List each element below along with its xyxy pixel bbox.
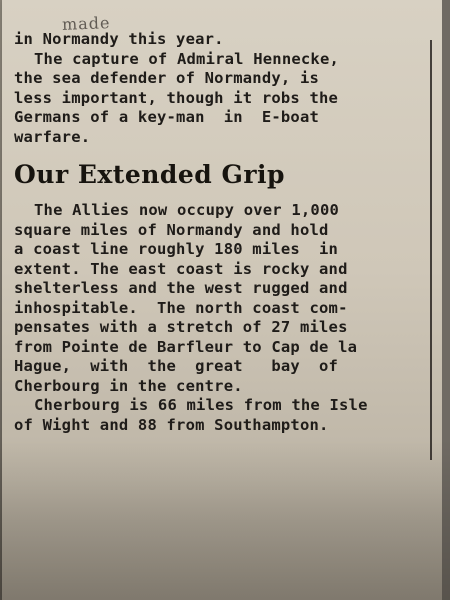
- text-line: from Pointe de Barfleur to Cap de la: [14, 337, 358, 356]
- text-line: a coast line roughly 180 miles in: [14, 240, 339, 258]
- text-line: The capture of Admiral Hennecke,: [34, 49, 340, 68]
- column-rule: [430, 40, 432, 460]
- article-body: [14, 30, 414, 435]
- text-line: inhospitable. The north coast com-: [14, 298, 348, 317]
- torn-top-fragment: made: [61, 13, 111, 34]
- text-line: Cherbourg in the centre.: [14, 376, 243, 395]
- text-line: the sea defender of Normandy, is: [14, 69, 320, 87]
- text-line: Germans of a key-man in E-boat: [14, 108, 320, 126]
- text-line: Hague, with the great bay of: [14, 357, 339, 375]
- newspaper-clipping: [2, 0, 442, 600]
- section-heading: Our Extended Grip: [14, 160, 285, 189]
- text-line: in Normandy this year.: [14, 30, 224, 48]
- text-line: square miles of Normandy and hold: [14, 220, 329, 239]
- text-line: less important, though it robs the: [14, 88, 339, 107]
- text-line: pensates with a stretch of 27 miles: [14, 318, 348, 336]
- text-line: shelterless and the west rugged and: [14, 279, 348, 297]
- text-line: of Wight and 88 from Southampton.: [14, 415, 329, 434]
- clipping-edge: [442, 0, 450, 600]
- text-line: Cherbourg is 66 miles from the Isle: [34, 396, 368, 414]
- text-line: extent. The east coast is rocky and: [14, 259, 348, 278]
- text-line: warfare.: [14, 127, 91, 146]
- text-line: The Allies now occupy over 1,000: [34, 201, 340, 219]
